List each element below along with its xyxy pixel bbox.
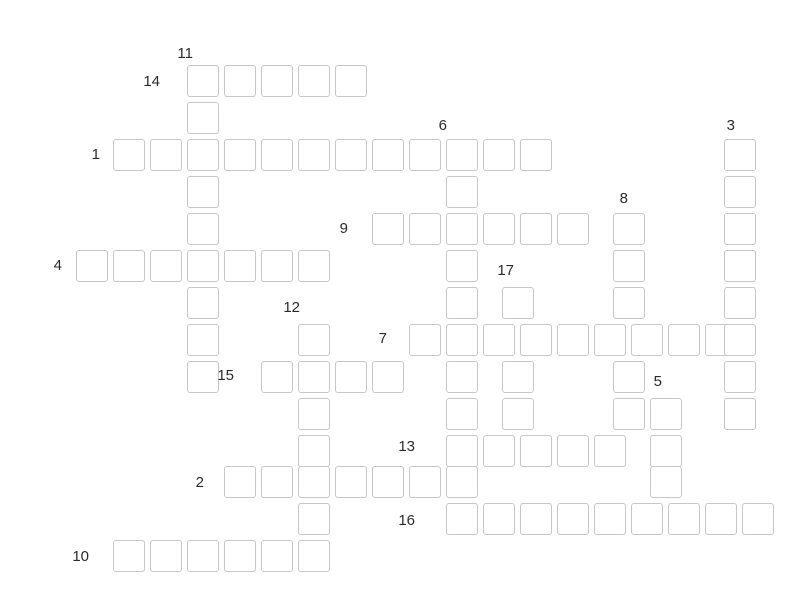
crossword-cell[interactable]: [650, 435, 682, 467]
crossword-cell[interactable]: [724, 213, 756, 245]
crossword-cell[interactable]: [187, 102, 219, 134]
crossword-cell[interactable]: [483, 139, 515, 171]
crossword-cell[interactable]: [298, 65, 330, 97]
crossword-cell[interactable]: [483, 435, 515, 467]
crossword-cell[interactable]: [224, 65, 256, 97]
crossword-cell[interactable]: [261, 361, 293, 393]
crossword-cell[interactable]: [520, 139, 552, 171]
crossword-cell[interactable]: [409, 466, 441, 498]
crossword-cell[interactable]: [502, 287, 534, 319]
crossword-cell[interactable]: [594, 503, 626, 535]
crossword-cell[interactable]: [483, 503, 515, 535]
crossword-cell[interactable]: [446, 287, 478, 319]
crossword-cell[interactable]: [520, 213, 552, 245]
crossword-cell[interactable]: [298, 361, 330, 393]
crossword-cell[interactable]: [668, 503, 700, 535]
clue-number-2: 2: [195, 474, 204, 491]
clue-number-9: 9: [339, 220, 348, 237]
crossword-cell[interactable]: [446, 176, 478, 208]
crossword-cell[interactable]: [298, 435, 330, 467]
crossword-cell[interactable]: [724, 361, 756, 393]
crossword-cell[interactable]: [224, 466, 256, 498]
crossword-cell[interactable]: [150, 139, 182, 171]
crossword-cell[interactable]: [298, 503, 330, 535]
crossword-cell[interactable]: [261, 250, 293, 282]
crossword-cell[interactable]: [613, 250, 645, 282]
crossword-cell[interactable]: [187, 250, 219, 282]
crossword-cell[interactable]: [335, 139, 367, 171]
crossword-cell[interactable]: [724, 324, 756, 356]
crossword-cell[interactable]: [409, 324, 441, 356]
crossword-cell[interactable]: [187, 213, 219, 245]
crossword-cell[interactable]: [631, 503, 663, 535]
crossword-cell[interactable]: [150, 540, 182, 572]
clue-number-13: 13: [398, 438, 415, 455]
crossword-cell[interactable]: [298, 540, 330, 572]
crossword-cell[interactable]: [335, 361, 367, 393]
clue-number-11: 11: [177, 45, 193, 62]
crossword-cell[interactable]: [261, 466, 293, 498]
crossword-cell[interactable]: [520, 324, 552, 356]
crossword-cell[interactable]: [261, 139, 293, 171]
crossword-cell[interactable]: [298, 466, 330, 498]
crossword-cell[interactable]: [724, 139, 756, 171]
crossword-cell[interactable]: [613, 287, 645, 319]
crossword-cell[interactable]: [520, 503, 552, 535]
crossword-cell[interactable]: [187, 65, 219, 97]
crossword-cell[interactable]: [224, 250, 256, 282]
crossword-cell[interactable]: [594, 324, 626, 356]
crossword-cell[interactable]: [594, 435, 626, 467]
crossword-cell[interactable]: [724, 250, 756, 282]
crossword-cell[interactable]: [631, 324, 663, 356]
crossword-cell[interactable]: [650, 398, 682, 430]
crossword-cell[interactable]: [224, 540, 256, 572]
crossword-cell[interactable]: [150, 250, 182, 282]
crossword-cell[interactable]: [298, 250, 330, 282]
crossword-cell[interactable]: [335, 466, 367, 498]
clue-number-15: 15: [217, 367, 234, 384]
crossword-cell[interactable]: [483, 324, 515, 356]
clue-number-8: 8: [619, 190, 628, 207]
crossword-cell[interactable]: [187, 176, 219, 208]
crossword-cell[interactable]: [742, 503, 774, 535]
clue-number-17: 17: [497, 262, 514, 279]
crossword-cell[interactable]: [187, 324, 219, 356]
clue-number-12: 12: [283, 299, 300, 316]
crossword-cell[interactable]: [372, 213, 404, 245]
crossword-cell[interactable]: [298, 398, 330, 430]
crossword-cell[interactable]: [557, 324, 589, 356]
crossword-cell[interactable]: [502, 398, 534, 430]
crossword-cell[interactable]: [446, 324, 478, 356]
clue-number-1: 1: [91, 146, 100, 163]
crossword-cell[interactable]: [520, 435, 552, 467]
crossword-cell[interactable]: [557, 435, 589, 467]
crossword-cell[interactable]: [724, 176, 756, 208]
crossword-cell[interactable]: [724, 287, 756, 319]
clue-number-5: 5: [653, 373, 662, 390]
clue-number-7: 7: [378, 330, 387, 347]
crossword-cell[interactable]: [668, 324, 700, 356]
clue-number-10: 10: [72, 548, 89, 565]
crossword-cell[interactable]: [724, 398, 756, 430]
crossword-cell[interactable]: [446, 466, 478, 498]
crossword-cell[interactable]: [557, 503, 589, 535]
crossword-cell[interactable]: [187, 540, 219, 572]
crossword-cell[interactable]: [446, 250, 478, 282]
crossword-cell[interactable]: [298, 324, 330, 356]
crossword-cell[interactable]: [335, 65, 367, 97]
crossword-cell[interactable]: [446, 398, 478, 430]
crossword-cell[interactable]: [705, 503, 737, 535]
crossword-cell[interactable]: [446, 139, 478, 171]
crossword-cell[interactable]: [409, 139, 441, 171]
crossword-cell[interactable]: [113, 139, 145, 171]
crossword-cell[interactable]: [483, 213, 515, 245]
crossword-cell[interactable]: [113, 540, 145, 572]
clue-number-16: 16: [398, 512, 415, 529]
crossword-cell[interactable]: [613, 398, 645, 430]
crossword-cell[interactable]: [557, 213, 589, 245]
crossword-cell[interactable]: [446, 361, 478, 393]
crossword-cell[interactable]: [187, 139, 219, 171]
crossword-cell[interactable]: [446, 503, 478, 535]
crossword-cell[interactable]: [261, 65, 293, 97]
crossword-cell[interactable]: [502, 361, 534, 393]
crossword-cell[interactable]: [372, 139, 404, 171]
clue-number-6: 6: [438, 117, 447, 134]
crossword-cell[interactable]: [372, 361, 404, 393]
crossword-cell[interactable]: [372, 466, 404, 498]
crossword-cell[interactable]: [446, 435, 478, 467]
crossword-cell[interactable]: [409, 213, 441, 245]
crossword-cell[interactable]: [224, 139, 256, 171]
crossword-cell[interactable]: [298, 139, 330, 171]
clue-number-14: 14: [143, 73, 160, 90]
crossword-cell[interactable]: [613, 213, 645, 245]
clue-number-3: 3: [726, 117, 735, 134]
crossword-cell[interactable]: [650, 466, 682, 498]
crossword-cell[interactable]: [113, 250, 145, 282]
crossword-cell[interactable]: [261, 540, 293, 572]
crossword-cell[interactable]: [187, 287, 219, 319]
crossword-cell[interactable]: [446, 213, 478, 245]
clue-number-4: 4: [53, 257, 62, 274]
crossword-cell[interactable]: [76, 250, 108, 282]
